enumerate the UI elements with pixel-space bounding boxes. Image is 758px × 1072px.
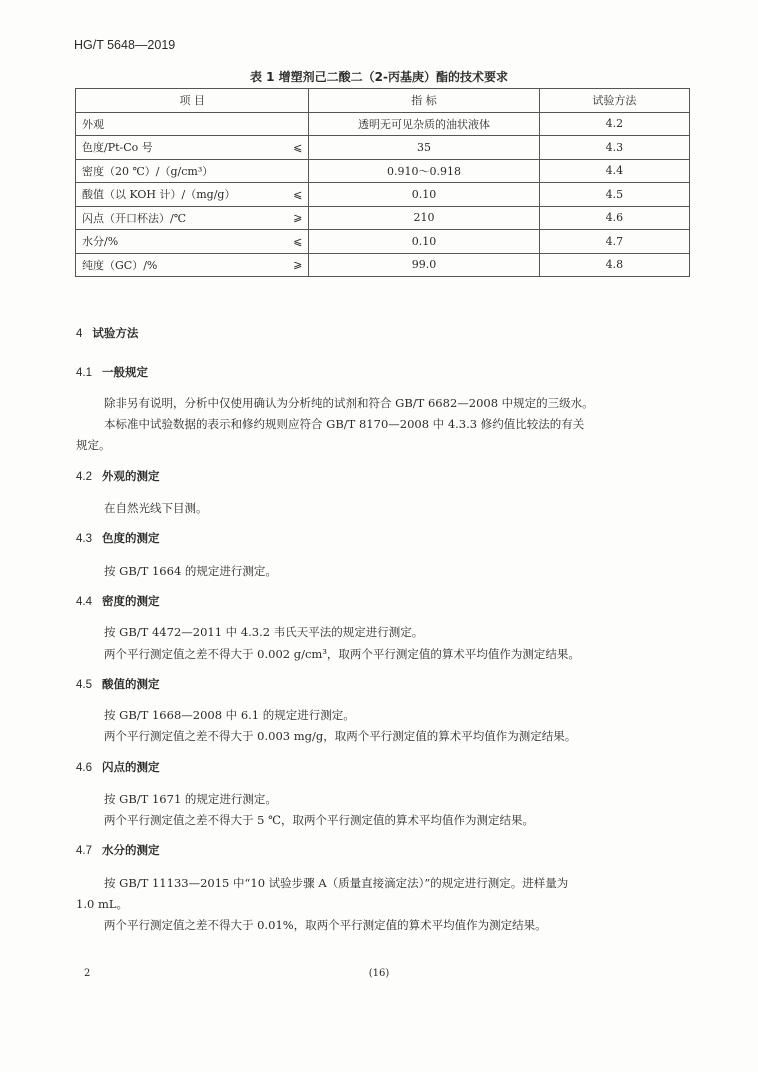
table-row bbox=[76, 112, 690, 136]
section-title: 闪点的测定 bbox=[102, 760, 160, 774]
paragraph: 按 GB/T 11133—2015 中“10 试验步骤 A（质量直接滴定法）”的规定进行测定。进样量为 bbox=[104, 876, 569, 890]
row-symbol bbox=[269, 159, 309, 183]
col-header-item: 项 目 bbox=[76, 89, 309, 113]
paragraph: 按 GB/T 1671 的规定进行测定。 bbox=[104, 792, 277, 806]
section-4-heading bbox=[76, 325, 138, 341]
col-header-method: 试验方法 bbox=[539, 89, 689, 113]
section-number: 4 bbox=[76, 328, 83, 340]
col-header-value: 指 标 bbox=[309, 89, 539, 113]
paragraph: 两个平行测定值之差不得大于 5 ℃，取两个平行测定值的算术平均值作为测定结果。 bbox=[104, 813, 534, 827]
row-item: 纯度（GC）/% bbox=[76, 253, 269, 277]
section-title: 密度的测定 bbox=[102, 594, 160, 608]
row-value: 99.0 bbox=[309, 253, 539, 277]
paragraph: 除非另有说明，分析中仅使用确认为分析纯的试剂和符合 GB/T 6682—2008 中规定的三级水。 bbox=[104, 396, 594, 410]
table-row bbox=[76, 183, 690, 207]
table-row bbox=[76, 230, 690, 254]
paragraph-continuation: 规定。 bbox=[76, 438, 111, 452]
paragraph: 本标准中试验数据的表示和修约规则应符合 GB/T 8170—2008 中 4.3.3 修约值比较法的有关 bbox=[104, 417, 585, 431]
section-4-1-heading bbox=[76, 364, 148, 380]
section-number: 4.4 bbox=[76, 596, 92, 608]
paragraph: 两个平行测定值之差不得大于 0.002 g/cm³，取两个平行测定值的算术平均值作为测定结果。 bbox=[104, 647, 580, 661]
paragraph-continuation: 1.0 mL。 bbox=[76, 897, 128, 911]
section-number: 4.1 bbox=[76, 367, 92, 379]
row-value: 透明无可见杂质的油状液体 bbox=[309, 112, 539, 136]
table-row bbox=[76, 206, 690, 230]
row-method: 4.2 bbox=[539, 112, 689, 136]
row-method: 4.6 bbox=[539, 206, 689, 230]
section-4-5-heading bbox=[76, 676, 160, 692]
section-4-2-heading bbox=[76, 468, 160, 484]
paragraph: 两个平行测定值之差不得大于 0.01%，取两个平行测定值的算术平均值作为测定结果。 bbox=[104, 918, 547, 932]
table-caption: 表 1 增塑剂己二酸二（2-丙基庚）酯的技术要求 bbox=[249, 70, 509, 84]
row-method: 4.8 bbox=[539, 253, 689, 277]
section-4-6-heading bbox=[76, 759, 160, 775]
row-value: 0.910～0.918 bbox=[309, 159, 539, 183]
row-value: 35 bbox=[309, 136, 539, 160]
row-method: 4.3 bbox=[539, 136, 689, 160]
section-number: 4.7 bbox=[76, 845, 92, 857]
row-symbol: ⩽ bbox=[269, 183, 309, 207]
paragraph: 按 GB/T 1664 的规定进行测定。 bbox=[104, 564, 277, 578]
row-symbol: ⩽ bbox=[269, 136, 309, 160]
section-title: 一般规定 bbox=[102, 365, 148, 379]
section-title: 试验方法 bbox=[92, 326, 139, 340]
row-method: 4.5 bbox=[539, 183, 689, 207]
spec-table bbox=[75, 88, 690, 277]
row-method: 4.7 bbox=[539, 230, 689, 254]
paragraph: 按 GB/T 1668—2008 中 6.1 的规定进行测定。 bbox=[104, 708, 355, 722]
table-row bbox=[76, 136, 690, 160]
row-item: 酸值（以 KOH 计）/（mg/g） bbox=[76, 183, 269, 207]
section-title: 色度的测定 bbox=[102, 531, 160, 545]
standard-code: HG/T 5648—2019 bbox=[74, 38, 176, 52]
row-item: 水分/% bbox=[76, 230, 269, 254]
section-number: 4.2 bbox=[76, 471, 92, 483]
section-title: 酸值的测定 bbox=[102, 677, 160, 691]
row-item: 外观 bbox=[76, 112, 269, 136]
row-symbol: ⩽ bbox=[269, 230, 309, 254]
section-number: 4.6 bbox=[76, 762, 92, 774]
row-symbol bbox=[269, 112, 309, 136]
sheet-number: (16) bbox=[368, 968, 390, 979]
row-value: 0.10 bbox=[309, 230, 539, 254]
section-title: 外观的测定 bbox=[102, 469, 160, 483]
table-row bbox=[76, 159, 690, 183]
row-value: 210 bbox=[309, 206, 539, 230]
section-number: 4.5 bbox=[76, 679, 92, 691]
row-symbol: ⩾ bbox=[269, 206, 309, 230]
page-number: 2 bbox=[84, 968, 91, 979]
section-number: 4.3 bbox=[76, 533, 92, 545]
row-method: 4.4 bbox=[539, 159, 689, 183]
section-4-7-heading bbox=[76, 842, 160, 858]
paragraph: 按 GB/T 4472—2011 中 4.3.2 韦氏天平法的规定进行测定。 bbox=[104, 625, 424, 639]
row-symbol: ⩾ bbox=[269, 253, 309, 277]
section-4-4-heading bbox=[76, 593, 160, 609]
row-item: 密度（20 ℃）/（g/cm³） bbox=[76, 159, 269, 183]
table-row bbox=[76, 253, 690, 277]
paragraph: 两个平行测定值之差不得大于 0.003 mg/g，取两个平行测定值的算术平均值作为测定结果。 bbox=[104, 729, 577, 743]
row-value: 0.10 bbox=[309, 183, 539, 207]
paragraph: 在自然光线下目测。 bbox=[104, 501, 208, 515]
section-4-3-heading bbox=[76, 530, 160, 546]
row-item: 色度/Pt-Co 号 bbox=[76, 136, 269, 160]
section-title: 水分的测定 bbox=[102, 843, 160, 857]
table-header-row bbox=[76, 89, 690, 113]
row-item: 闪点（开口杯法）/℃ bbox=[76, 206, 269, 230]
